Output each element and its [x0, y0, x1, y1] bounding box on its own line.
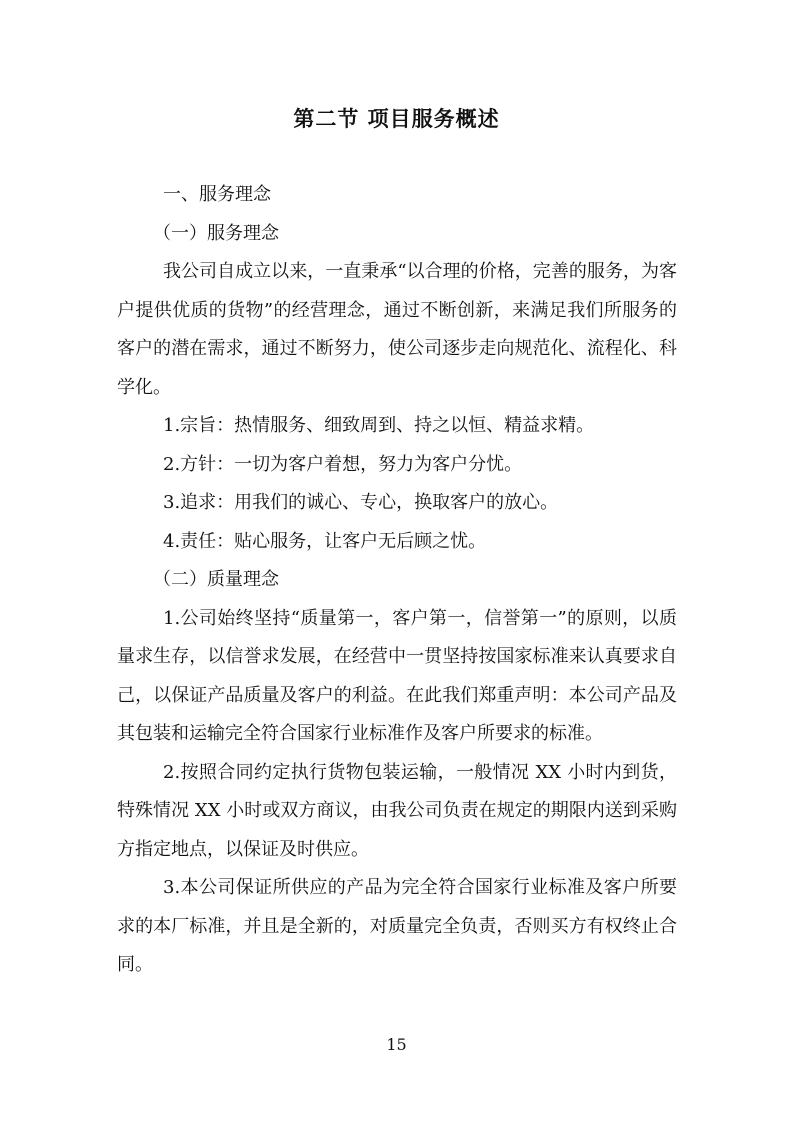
section-title: 第二节 项目服务概述: [293, 107, 500, 131]
list-item: 1.宗旨：热情服务、细致周到、持之以恒、精益求精。: [163, 415, 595, 436]
paragraph-company-philosophy: 我公司自成立以来，一直秉承“以合理的价格，完善的服务，为客户提供优质的货物”的经营理念，通过不断创新，来满足我们所服务的客户的潜在需求，通过不断努力，使公司逐步走向规范化、流程化、科学化。: [117, 261, 677, 398]
subheading-quality-concept: （二）质量理念: [153, 569, 279, 590]
page-number: 15: [386, 1035, 407, 1054]
paragraph-quality-3: 3.本公司保证所供应的产品为完全符合国家行业标准及客户所要求的本厂标准，并且是全新的，对质量完全负责，否则买方有权终止合同。: [117, 877, 677, 975]
list-item: 2.方针：一切为客户着想，努力为客户分忧。: [163, 453, 523, 475]
list-item: 4.责任：贴心服务，让客户无后顾之忧。: [163, 530, 487, 552]
heading-service-concept: 一、服务理念: [163, 184, 271, 205]
subheading-service-concept: （一）服务理念: [153, 222, 279, 244]
paragraph-quality-1: 1.公司始终坚持“质量第一，客户第一，信誉第一”的原则，以质量求生存，以信誉求发展，在经营中一贯坚持按国家标准来认真要求自己，以保证产品质量及客户的利益。在此我们郑重声明：本公司产品及其包装和运输完全符合国家行业标准作及客户所要求的标准。: [117, 607, 677, 744]
document-body: [117, 176, 677, 985]
paragraph-quality-2: 2.按照合同约定执行货物包装运输，一般情况 XX 小时内到货，特殊情况 XX 小时或双方商议，由我公司负责在规定的期限内送到采购方指定地点，以保证及时供应。: [117, 761, 677, 860]
list-item: 3.追求：用我们的诚心、专心，换取客户的放心。: [163, 492, 559, 513]
